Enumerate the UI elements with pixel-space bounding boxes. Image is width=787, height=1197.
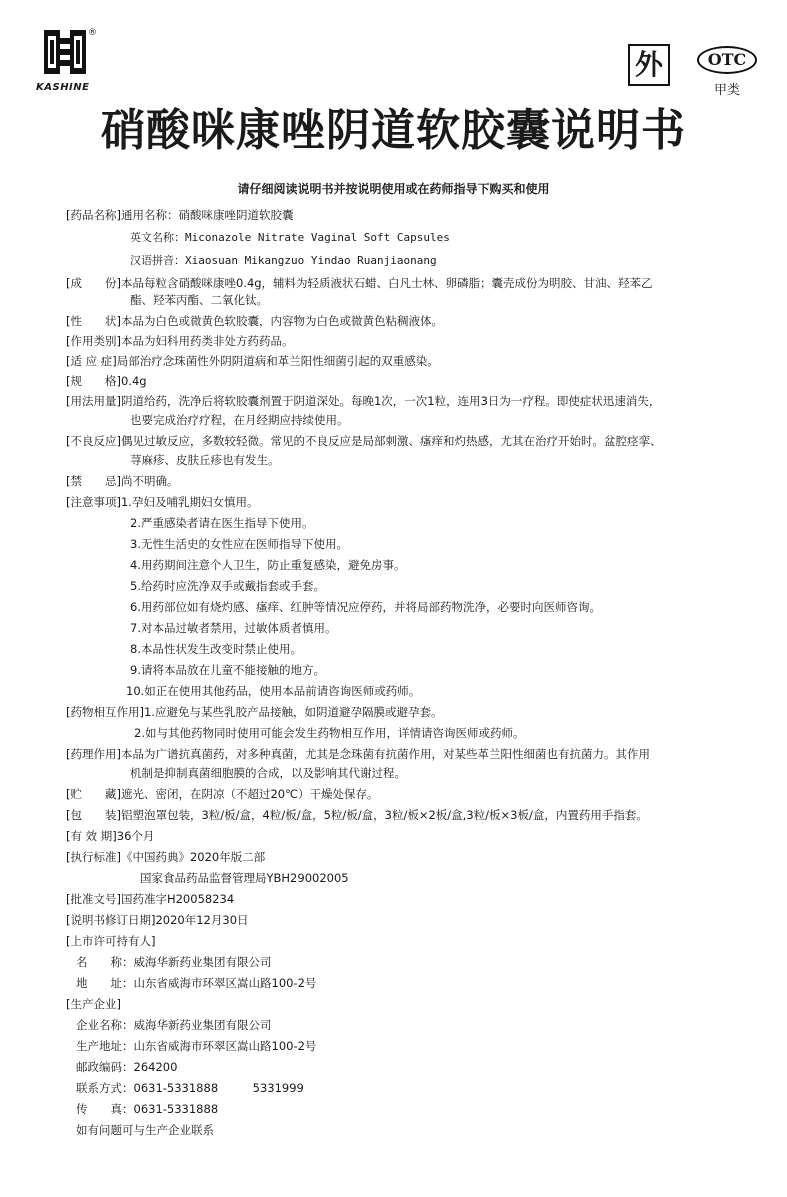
leaflet-line: [说明书修订日期]2020年12月30日	[66, 913, 249, 927]
leaflet-line: 10.如正在使用其他药品，使用本品前请咨询医师或药师。	[126, 684, 421, 698]
leaflet-line: 酯、羟苯丙酯、二氧化钛。	[130, 293, 268, 307]
leaflet-line: [执行标准]《中国药典》2020年版二部	[66, 850, 266, 864]
otc-class-label: 甲类	[713, 83, 740, 98]
leaflet-line: [有 效 期]36个月	[66, 829, 155, 843]
leaflet-line: [生产企业]	[66, 997, 121, 1011]
leaflet-line: [药理作用]本品为广谱抗真菌药，对多种真菌，尤其是念珠菌有抗菌作用，对某些革兰阳性细菌也有抗菌力。其作用	[66, 747, 650, 761]
leaflet-line: [注意事项]1.孕妇及哺乳期妇女慎用。	[66, 495, 259, 509]
external-use-badge: 外	[628, 44, 670, 86]
leaflet-line: 也要完成治疗疗程，在月经期应持续使用。	[130, 413, 349, 427]
leaflet-line: 生产地址：山东省威海市环翠区嵩山路100-2号	[76, 1039, 317, 1053]
leaflet-line: 8.本品性状发生改变时禁止使用。	[130, 642, 302, 656]
leaflet-line: 荨麻疹、皮肤丘疹也有发生。	[130, 453, 280, 467]
otc-badge	[694, 46, 760, 98]
brand-name: KASHINE	[36, 82, 90, 93]
leaflet-line: [不良反应]偶见过敏反应，多数较轻微。常见的不良反应是局部刺激、瘙痒和灼热感，尤其在治疗开始时。盆腔痉挛、	[66, 434, 662, 448]
brand-logo	[36, 28, 98, 98]
leaflet-line: 企业名称：威海华新药业集团有限公司	[76, 1018, 272, 1032]
leaflet-line: [性 状]本品为白色或微黄色软胶囊，内容物为白色或微黄色粘稠液体。	[66, 314, 443, 328]
leaflet-line: [贮 藏]遮光、密闭，在阴凉（不超过20℃）干燥处保存。	[66, 787, 379, 801]
otc-mark: OTC	[697, 46, 757, 74]
leaflet-line: 国家食品药品监督管理局YBH29002005	[140, 871, 349, 885]
leaflet-line: 传 真：0631-5331888	[76, 1102, 219, 1116]
leaflet-line: [适 应 症]局部治疗念珠菌性外阴阴道病和革兰阳性细菌引起的双重感染。	[66, 354, 439, 368]
leaflet-line: [批准文号]国药准字H20058234	[66, 892, 235, 906]
document-title: 硝酸咪康唑阴道软胶囊说明书	[101, 105, 686, 156]
leaflet-line: 7.对本品过敏者禁用，过敏体质者慎用。	[130, 621, 337, 635]
leaflet-line: 地 址：山东省威海市环翠区嵩山路100-2号	[76, 976, 317, 990]
kashine-logo-icon	[42, 28, 88, 76]
leaflet-line: [药品名称]通用名称：硝酸咪康唑阴道软胶囊	[66, 208, 294, 222]
leaflet-line: [上市许可持有人]	[66, 934, 156, 948]
leaflet-line: 汉语拼音：Xiaosuan Mikangzuo Yindao Ruanjiaonang	[130, 254, 437, 267]
leaflet-line: [用法用量]阴道给药，洗净后将软胶囊剂置于阴道深处。每晚1次，一次1粒，连用3日为一疗程。即使症状迅速消失，	[66, 394, 661, 408]
leaflet-line: [药物相互作用]1.应避免与某些乳胶产品接触，如阴道避孕隔膜或避孕套。	[66, 705, 443, 719]
leaflet-line: 2.如与其他药物同时使用可能会发生药物相互作用，详情请咨询医师或药师。	[134, 726, 525, 740]
document-subtitle: 请仔细阅读说明书并按说明使用或在药师指导下购买和使用	[237, 182, 550, 196]
leaflet-line: 3.无性生活史的女性应在医师指导下使用。	[130, 537, 348, 551]
leaflet-line: 2.严重感染者请在医生指导下使用。	[130, 516, 314, 530]
leaflet-line: 机制是抑制真菌细胞膜的合成，以及影响其代谢过程。	[130, 766, 406, 780]
leaflet-line: 9.请将本品放在儿童不能接触的地方。	[130, 663, 325, 677]
leaflet-line: 名 称：威海华新药业集团有限公司	[76, 955, 272, 969]
registered-mark: ®	[88, 28, 97, 38]
leaflet-line: 英文名称：Miconazole Nitrate Vaginal Soft Capsules	[130, 231, 450, 244]
leaflet-line: 5.给药时应洗净双手或戴指套或手套。	[130, 579, 325, 593]
leaflet-line: 如有问题可与生产企业联系	[76, 1123, 214, 1137]
leaflet-line: 6.用药部位如有烧灼感、瘙痒、红肿等情况应停药，并将局部药物洗净，必要时向医师咨询。	[130, 600, 601, 614]
leaflet-line: [包 装]铝塑泡罩包装，3粒/板/盒，4粒/板/盒，5粒/板/盒，3粒/板×2板/盒,3粒/板×3板/盒，内置药用手指套。	[66, 808, 648, 822]
leaflet-line: [作用类别]本品为妇科用药类非处方药药品。	[66, 334, 294, 348]
leaflet-line: 邮政编码：264200	[76, 1060, 178, 1074]
leaflet-line: 4.用药期间注意个人卫生，防止重复感染，避免房事。	[130, 558, 406, 572]
leaflet-line: [成 份]本品每粒含硝酸咪康唑0.4g，辅料为轻质液状石蜡、白凡士林、卵磷脂；囊壳成份为明胶、甘油、羟苯乙	[66, 276, 653, 290]
leaflet-line: 联系方式：0631-5331888 5331999	[76, 1081, 304, 1095]
leaflet-line: [禁 忌]尚不明确。	[66, 474, 179, 488]
leaflet-line: [规 格]0.4g	[66, 374, 147, 388]
